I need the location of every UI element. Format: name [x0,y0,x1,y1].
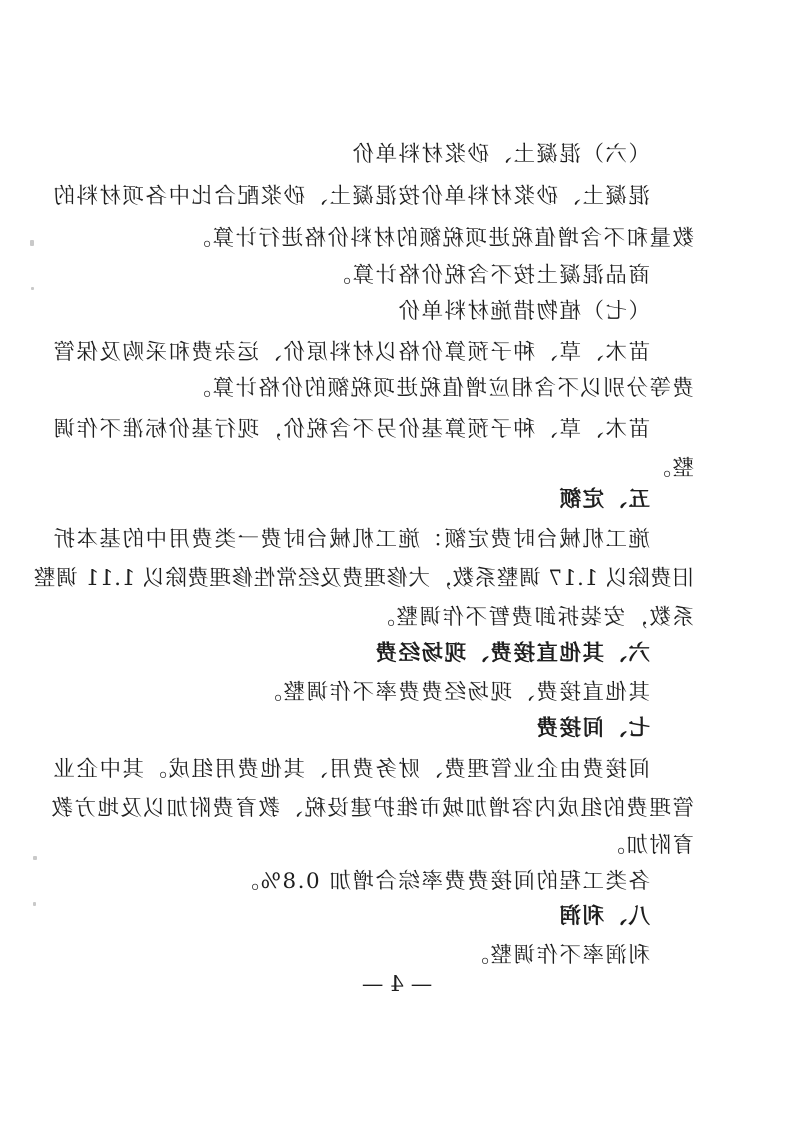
text-line: 旧费除以 1.17 调整系数，大修理费及经常性修理费除以 1.11 调整 [33,566,694,591]
section-heading-indirect-costs: 七、间接费 [534,716,650,741]
text-line: 数量和不含增值税进项税额的材料价格进行计算。 [187,226,694,251]
text-line: 苗木、草、种子预算基价另不含税价，现行基价标准不作调 [51,417,650,442]
text-line: 各类工程的间接费费率综合增加 0.8%。 [236,869,650,894]
text-line: 系数，安装拆卸费暂不作调整。 [371,605,694,630]
section-heading-profit: 八、利润 [557,904,650,929]
scan-speck [30,240,34,246]
text-line: 苗木、草、种子预算价格以材料原价、运杂费和采购及保管 [51,340,650,365]
text-line: 利润率不作调整。 [465,943,650,968]
page-number: — 4 — [361,972,433,997]
text-line: 费等分别以不含相应增值税进项税额的价格计算。 [187,376,694,401]
text-line: 施工机械台时费定额：施工机械台时费一类费用中的基本折 [51,527,650,552]
text-line: 商品混凝土按不含税价格计算。 [327,263,650,288]
scan-speck [33,856,37,860]
subheading-concrete-mortar: （六）混凝土、砂浆材料单价 [350,142,650,167]
text-line: 育附加。 [601,833,694,858]
text-line: 管理费的组成内容增加城市维护建设税、教育费附加以及地方教 [49,796,694,821]
text-line: 其他直接费、现场经费费率不作调整。 [258,680,650,705]
section-heading-quota: 五、定额 [557,487,650,512]
text-line: 混凝土、砂浆材料单价按混凝土、砂浆配合比中各项材料的 [51,184,650,209]
text-line: 整。 [647,456,694,481]
text-line: 间接费由企业管理费、财务费用、其他费用组成。其中企业 [51,757,650,782]
scan-speck [33,902,36,906]
section-heading-direct-costs: 六、其他直接费、现场经费 [373,641,650,666]
subheading-plant-materials: （七）植物措施材料单价 [396,299,650,324]
scan-speck [31,287,34,290]
